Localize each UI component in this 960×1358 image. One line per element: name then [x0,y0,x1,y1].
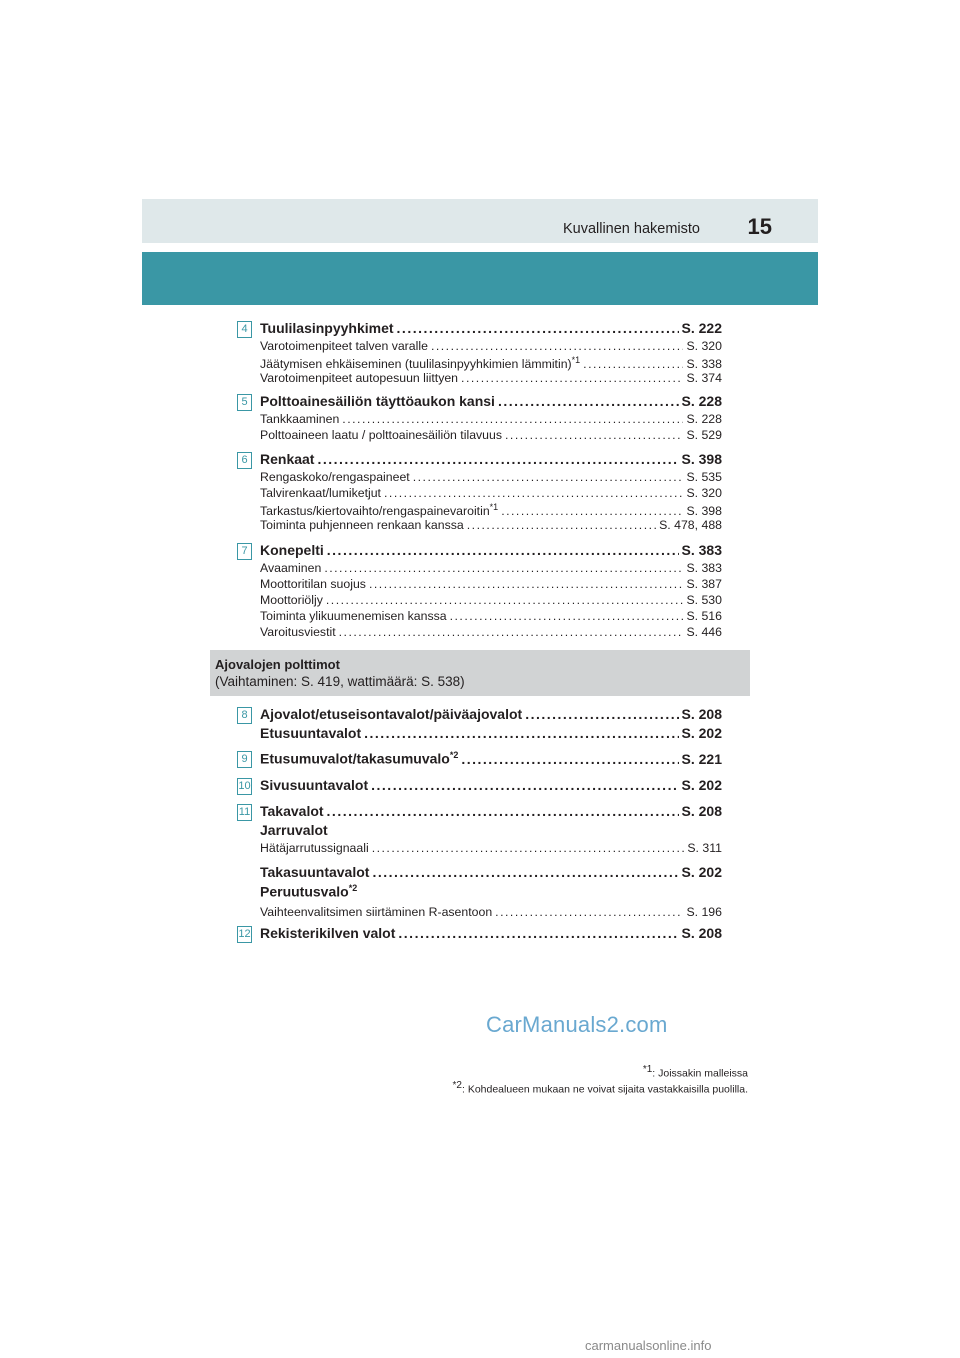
footnote-2: $^{*2}$: Kohdealueen mukaan ne voivat sijaita vastakkaisilla puolilla. [452,1080,748,1096]
entry-sub-line[interactable]: Varoitusviestit ..... S. 446 [260,625,722,641]
page-ref[interactable]: S. 320 [686,339,722,353]
footnote-mark: *2 [452,1080,462,1091]
page-ref[interactable]: S. 208 [681,925,722,941]
page-ref[interactable]: S. 383 [681,542,722,558]
entry-main-line[interactable]: Ajovalot/etuseisontavalot/päiväajovalot ..... S. 208 [260,706,722,725]
entry-hood [241,542,722,641]
footnote-1: $^{*1}$: Joissakin malleissa [642,1064,748,1080]
entry-sub-line[interactable]: Moottoriöljy ..... S. 530 [260,593,722,609]
page-ref[interactable]: S. 478, 488 [659,518,722,532]
entry-sub-line[interactable]: Tarkastus/kiertovaihto/rengaspainevaroitin$^{*1}$ ..... S. 398 [260,502,722,518]
entry-rear-lights [238,803,722,921]
entry-headlights [241,706,722,744]
entry-sub-line[interactable]: Talvirenkaat/lumiketjut ..... S. 320 [260,486,722,502]
footnote-mark: *1 [489,502,499,512]
callout-badge: 8 [237,707,252,724]
callout-badge: 12 [237,926,252,943]
page-header [142,199,818,243]
page-ref[interactable]: S. 446 [686,625,722,639]
entry-main-line[interactable]: Takavalot ..... S. 208 [260,803,722,822]
section-subtitle: (Vaihtaminen: S. 419, wattimäärä: S. 538) [215,674,465,689]
page-ref[interactable]: S. 202 [681,864,722,880]
entry-main-line[interactable]: Takasuuntavalot ..... S. 202 [260,864,722,883]
page-ref[interactable]: S. 202 [681,725,722,741]
entry-sub-line[interactable]: Polttoaineen laatu / polttoainesäiliön tilavuus ..... S. 529 [260,428,722,444]
footnote-mark: *2 [449,750,459,760]
entry-wipers [241,320,722,387]
entry-sub-line[interactable]: Tankkaaminen ..... S. 228 [260,412,722,428]
entry-sub-line[interactable]: Avaaminen ..... S. 383 [260,561,722,577]
entry-main-line[interactable]: Etusumuvalot/takasumuvalo$^{*2}$ ..... S. 221 [260,750,722,769]
page-ref[interactable]: S. 529 [686,428,722,442]
page-ref[interactable]: S. 202 [681,777,722,793]
footnote-mark: *1 [571,355,581,365]
entry-side-turn-signals [238,777,722,796]
footer-url: carmanualsonline.info [585,1338,712,1353]
entry-sub-line[interactable]: Rengaskoko/rengaspaineet ..... S. 535 [260,470,722,486]
page-ref[interactable]: S. 516 [686,609,722,623]
callout-badge: 11 [237,804,252,821]
page-ref[interactable]: S. 535 [686,470,722,484]
page-ref[interactable]: S. 398 [681,451,722,467]
entry-sub-line[interactable]: Toiminta ylikuumenemisen kanssa ..... S. 516 [260,609,722,625]
page-ref[interactable]: S. 374 [686,371,722,385]
entry-main-line[interactable]: Etusuuntavalot ..... S. 202 [260,725,722,744]
callout-badge: 9 [237,751,252,768]
entry-main-line[interactable]: Sivusuuntavalot ..... S. 202 [260,777,722,796]
page-ref[interactable]: S. 320 [686,486,722,500]
entry-fog-lights [241,750,722,769]
entry-main-line[interactable]: Rekisterikilven valot ..... S. 208 [260,925,722,944]
page-ref[interactable]: S. 338 [686,357,722,372]
entry-main-line[interactable]: Tuulilasinpyyhkimet ..... S. 222 [260,320,722,339]
entry-main-line: Peruutusvalo$^{*2}$ [260,883,358,900]
entry-main-line[interactable]: Renkaat ..... S. 398 [260,451,722,470]
page-ref[interactable]: S. 221 [681,750,722,767]
page-ref[interactable]: S. 398 [686,504,722,519]
watermark: CarManuals2.com [486,1012,668,1037]
callout-badge: 4 [237,321,252,338]
entry-main-line[interactable]: Polttoainesäiliön täyttöaukon kansi ..... S. 228 [260,393,722,412]
header-title: Kuvallinen hakemisto [562,221,700,237]
page-ref[interactable]: S. 208 [681,706,722,722]
page-ref[interactable]: S. 196 [686,905,722,919]
page-ref[interactable]: S. 530 [686,593,722,607]
page-ref[interactable]: S. 383 [686,561,722,575]
entry-sub-line[interactable]: Varotoimenpiteet talven varalle ..... S. 320 [260,339,722,355]
entry-sub-line[interactable]: Jäätymisen ehkäiseminen (tuulilasinpyyhkimien lämmitin)$^{*1}$ ..... S. 338 [260,355,722,371]
entry-tires [241,451,722,534]
page-ref[interactable]: S. 311 [687,841,722,855]
footnote-mark: *1 [642,1064,653,1075]
entry-sub-line[interactable]: Toiminta puhjenneen renkaan kanssa ..... S. 478, 488 [260,518,722,534]
page-ref[interactable]: S. 222 [681,320,722,336]
section-header-bulbs [210,650,750,696]
header-band [142,252,818,305]
page-number: 15 [747,214,772,239]
entry-license-plate-lights [238,925,722,944]
entry-fuel-cap [241,393,722,444]
entry-main-line[interactable]: Konepelti ..... S. 383 [260,542,722,561]
page-ref[interactable]: S. 228 [681,393,722,409]
callout-badge: 5 [237,394,252,411]
entry-sub-line[interactable]: Hätäjarrutussignaali ..... S. 311 [260,841,722,857]
page-ref[interactable]: S. 387 [686,577,722,591]
section-title: Ajovalojen polttimot [215,657,340,672]
entry-sub-line[interactable]: Varotoimenpiteet autopesuun liittyen ..... S. 374 [260,371,722,387]
page-ref[interactable]: S. 208 [681,803,722,819]
entry-sub-line[interactable]: Moottoritilan suojus ..... S. 387 [260,577,722,593]
callout-badge: 6 [237,452,252,469]
footnote-mark: *2 [348,883,358,893]
callout-badge: 7 [237,543,252,560]
entry-sub-line[interactable]: Vaihteenvalitsimen siirtäminen R-asentoon ..... S. 196 [260,905,722,921]
entry-main-line: Jarruvalot [260,822,328,838]
page-ref[interactable]: S. 228 [686,412,722,426]
callout-badge: 10 [237,778,252,795]
